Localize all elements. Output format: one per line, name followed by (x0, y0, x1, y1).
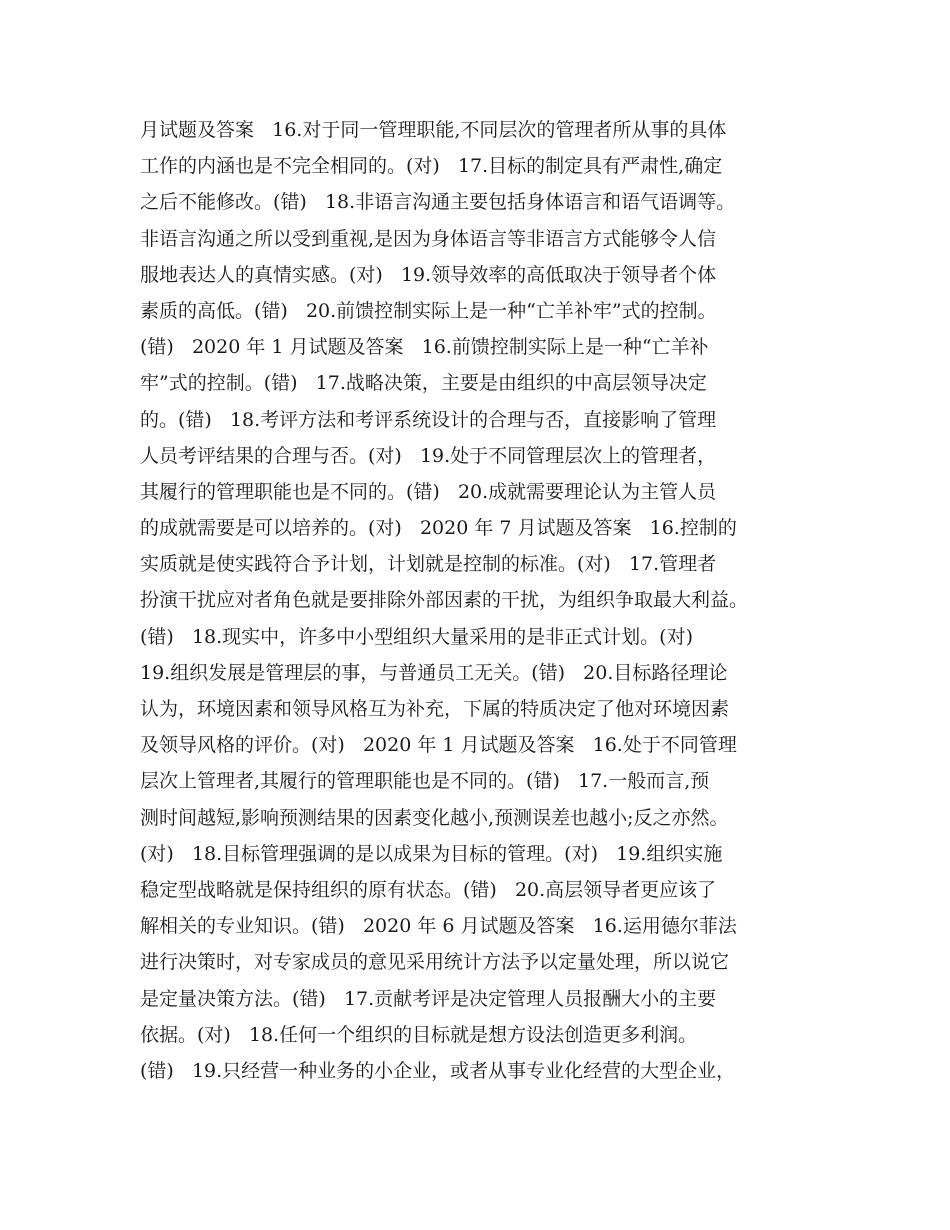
text-line: 认为，环境因素和领导风格互为补充，下属的特质决定了他对环境因素 (140, 698, 730, 720)
text-line: 扮演干扰应对者角色就是要排除外部因素的干扰，为组织争取最大利益。 (140, 589, 749, 612)
text-line: 工作的内涵也是不完全相同的。(对) 17.目标的制定具有严肃性,确定 (140, 155, 723, 178)
text-line: 层次上管理者,其履行的管理职能也是不同的。(错) 17.一般而言,预 (140, 770, 710, 793)
text-line: 其履行的管理职能也是不同的。(错) 20.成就需要理论认为主管人员 (140, 480, 717, 503)
text-line: 解相关的专业知识。(错) 2020 年 6 月试题及答案 16.运用德尔菲法 (140, 915, 737, 938)
text-line: 是定量决策方法。(错) 17.贡献考评是决定管理人员报酬大小的主要 (140, 987, 717, 1010)
text-line: 服地表达人的真情实感。(对) 19.领导效率的高低取决于领导者个体 (140, 263, 717, 286)
document-body (140, 112, 820, 1089)
text-line: 进行决策时，对专家成员的意见采用统计方法予以定量处理，所以说它 (140, 951, 730, 974)
text-line: 的成就需要是可以培养的。(对) 2020 年 7 月试题及答案 16.控制的 (140, 517, 737, 540)
text-line: 测时间越短,影响预测结果的因素变化越小,预测误差也越小;反之亦然。 (140, 806, 729, 829)
text-line: 实质就是使实践符合予计划，计划就是控制的标准。(对) 17.管理者 (140, 553, 717, 576)
text-line: 非语言沟通之所以受到重视,是因为身体语言等非语言方式能够令人信 (140, 227, 717, 250)
text-line: 的。(错) 18.考评方法和考评系统设计的合理与否，直接影响了管理 (140, 408, 717, 431)
text-line: 月试题及答案 16.对于同一管理职能,不同层次的管理者所从事的具体 (140, 119, 727, 141)
text-line: 19.组织发展是管理层的事，与普通员工无关。(错) 20.目标路径理论 (140, 661, 728, 684)
text-line: (对) 18.目标管理强调的是以成果为目标的管理。(对) 19.组织实施 (140, 842, 723, 865)
text-line: 人员考评结果的合理与否。(对) 19.处于不同管理层次上的管理者， (140, 444, 717, 467)
text-line: 牢”式的控制。(错) 17.战略决策，主要是由组织的中高层领导决定 (140, 372, 707, 395)
text-line: (错) 19.只经营一种业务的小企业，或者从事专业化经营的大型企业， (140, 1059, 736, 1082)
text-line: 依据。(对) 18.任何一个组织的目标就是想方设法创造更多利润。 (140, 1023, 698, 1046)
text-line: (错) 2020 年 1 月试题及答案 16.前馈控制实际上是一种“亡羊补 (140, 336, 709, 359)
text-line: 及领导风格的评价。(对) 2020 年 1 月试题及答案 16.处于不同管理 (140, 734, 737, 757)
text-line: 素质的高低。(错) 20.前馈控制实际上是一种“亡羊补牢”式的控制。 (140, 299, 717, 322)
text-line: (错) 18.现实中，许多中小型组织大量采用的是非正式计划。(对) (140, 625, 693, 648)
text-line: 之后不能修改。(错) 18.非语言沟通主要包括身体语言和语气语调等。 (140, 191, 736, 214)
text-line: 稳定型战略就是保持组织的原有状态。(错) 20.高层领导者更应该了 (140, 878, 717, 901)
